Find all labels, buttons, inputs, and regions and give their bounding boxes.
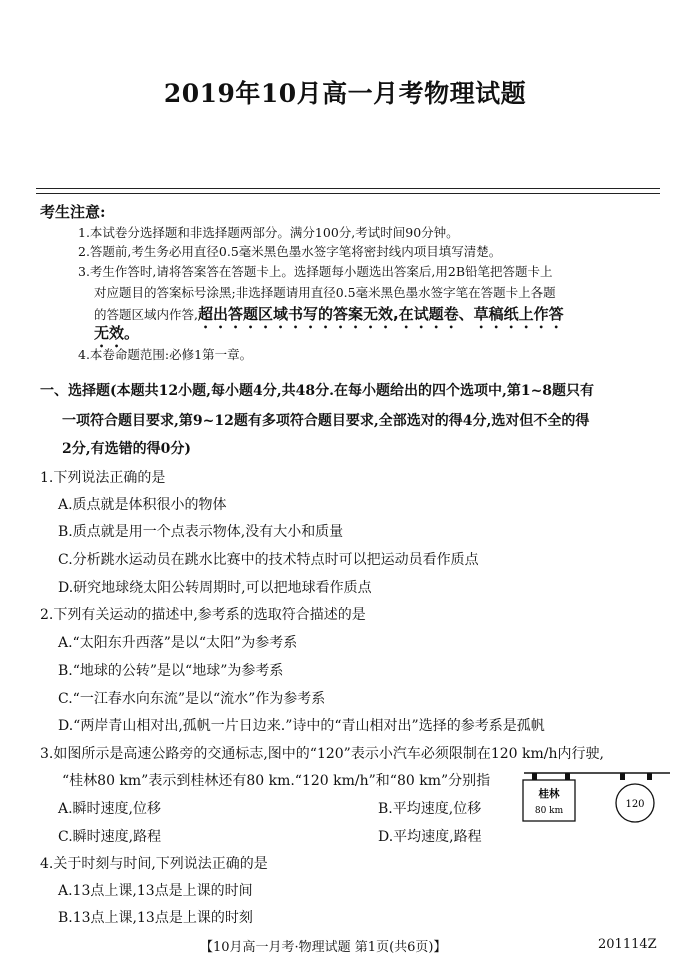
distance-sign-city: 桂林 (538, 788, 560, 800)
question-2-stem: 2.下列有关运动的描述中,参考系的选取符合描述的是 (40, 607, 366, 623)
question-2-option-a: A.“太阳东升西落”是以“太阳”为参考系 (58, 635, 298, 651)
section-heading-line-3: 2分,有选错的得0分) (62, 441, 191, 457)
question-4-option-b: B.13点上课,13点是上课的时刻 (58, 910, 253, 926)
footer-page-info: 【10月高一月考·物理试题 第1页(共6页)】 (200, 940, 447, 955)
notice-item-3-line-2: 对应题目的答案标号涂黑;非选择题请用直径0.5毫米黑色墨水签字笔在答题卡上各题 (94, 285, 556, 300)
question-4-stem: 4.关于时刻与时间,下列说法正确的是 (40, 856, 268, 872)
sign-post-left-2 (565, 773, 570, 780)
notice-item-3-line-1: 3.考生作答时,请将答案答在答题卡上。选择题每小题选出答案后,用2B铅笔把答题卡上 (78, 264, 553, 279)
page-title: 2019年10月高一月考物理试题 (163, 79, 527, 108)
notice-item-1: 1.本试卷分选择题和非选择题两部分。满分100分,考试时间90分钟。 (78, 225, 459, 240)
notice-item-4: 4.本卷命题范围:必修1第一章。 (78, 347, 253, 362)
header-rule-thin (36, 193, 660, 194)
notice-emphasis: 超出答题区域书写的答案无效,在试题卷、草稿纸上作答 (197, 305, 564, 323)
traffic-sign-figure (522, 770, 672, 830)
notice-item-2: 2.答题前,考生务必用直径0.5毫米黑色墨水签字笔将密封线内项目填写清楚。 (78, 244, 502, 259)
header-rule-thick (36, 188, 660, 189)
notice-emphasis-end: 无效。 (94, 324, 140, 342)
sign-post-right-2 (647, 773, 652, 780)
distance-sign-km: 80 km (534, 806, 564, 816)
notice-item-3-line-3 (94, 303, 564, 332)
question-3-stem-line-1: 3.如图所示是高速公路旁的交通标志,图中的“120”表示小汽车必须限制在120 km/h内行驶, (40, 746, 604, 762)
question-1-stem: 1.下列说法正确的是 (40, 470, 166, 486)
section-heading-line-2: 一项符合题目要求,第9~12题有多项符合题目要求,全部选对的得4分,选对但不全的得 (62, 413, 590, 429)
footer-code: 201114Z (598, 937, 657, 952)
question-3-option-a: A.瞬时速度,位移 (58, 801, 162, 817)
question-3-stem-line-2: “桂林80 km”表示到桂林还有80 km.“120 km/h”和“80 km”分别指 (62, 773, 491, 789)
question-1-option-b: B.质点就是用一个点表示物体,没有大小和质量 (58, 524, 344, 540)
speed-limit-value: 120 (625, 799, 645, 810)
notice-heading: 考生注意: (40, 203, 106, 221)
sign-post-right-1 (620, 773, 625, 780)
question-1-option-c: C.分析跳水运动员在跳水比赛中的技术特点时可以把运动员看作质点 (58, 552, 479, 568)
question-4-option-a: A.13点上课,13点是上课的时间 (58, 883, 253, 899)
question-1-option-d: D.研究地球绕太阳公转周期时,可以把地球看作质点 (58, 580, 372, 596)
section-heading-line-1: 一、选择题(本题共12小题,每小题4分,共48分.在每小题给出的四个选项中,第1~8题只有 (40, 383, 595, 399)
question-1-option-a: A.质点就是体积很小的物体 (58, 497, 227, 513)
notice-item-3-line-3a: 的答题区域内作答, (94, 307, 198, 322)
question-2-option-c: C.“一江春水向东流”是以“流水”作为参考系 (58, 691, 326, 707)
question-3-option-c: C.瞬时速度,路程 (58, 829, 162, 845)
question-2-option-d: D.“两岸青山相对出,孤帆一片日边来.”诗中的“青山相对出”选择的参考系是孤帆 (58, 718, 545, 734)
question-3-option-d: D.平均速度,路程 (378, 829, 482, 845)
question-3-option-b: B.平均速度,位移 (378, 801, 482, 817)
sign-post-left-1 (532, 773, 537, 780)
question-2-option-b: B.“地球的公转”是以“地球”为参考系 (58, 663, 284, 679)
